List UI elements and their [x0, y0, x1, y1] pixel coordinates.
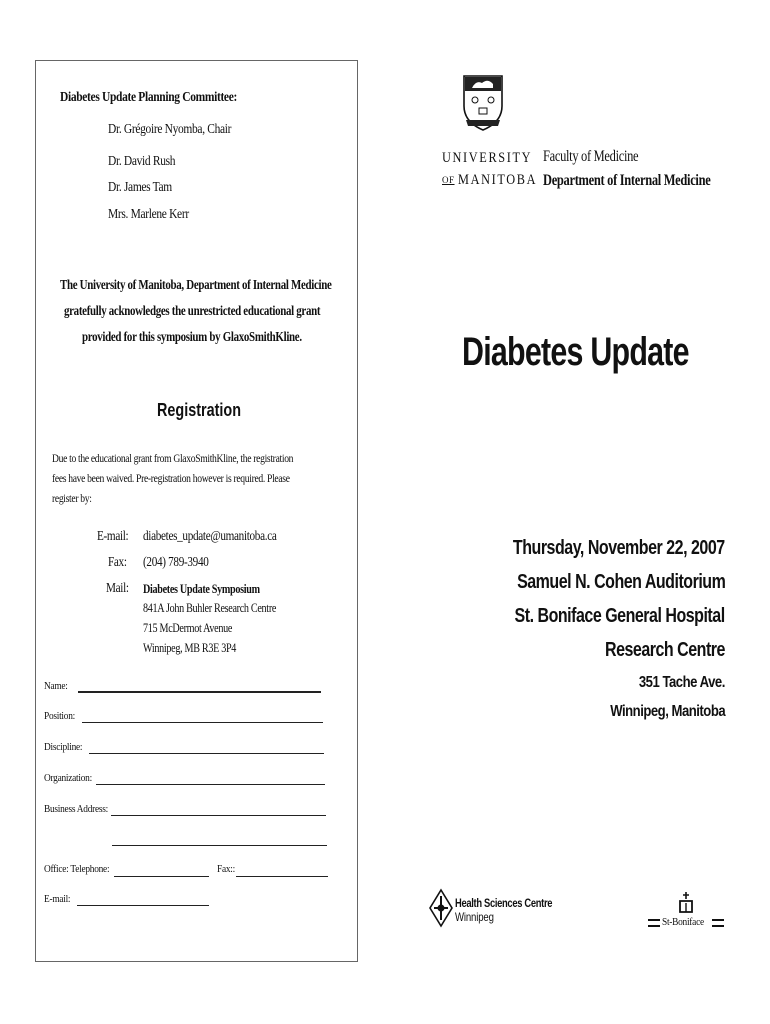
- form-fax-label: Fax::: [217, 863, 235, 875]
- committee-member: Dr. James Tam: [108, 180, 172, 195]
- university-crest-icon: [460, 72, 506, 134]
- name-label: Name:: [44, 680, 68, 692]
- position-label: Position:: [44, 710, 75, 722]
- event-date: Thursday, November 22, 2007: [513, 537, 725, 559]
- acknowledgement-line: The University of Manitoba, Department of Internal Medicine: [60, 278, 332, 293]
- fax-label: Fax:: [108, 555, 127, 570]
- university-name-prefix: OF: [442, 175, 455, 185]
- mail-line: 841A John Buhler Research Centre: [143, 600, 277, 615]
- event-building: Research Centre: [605, 639, 725, 661]
- office-telephone-label: Office: Telephone:: [44, 863, 110, 875]
- email-label: E-mail:: [97, 529, 129, 544]
- committee-member: Mrs. Marlene Kerr: [108, 207, 189, 222]
- registration-intro-line: fees have been waived. Pre-registration however is required. Please: [52, 471, 290, 485]
- registration-fax: (204) 789-3940: [143, 555, 209, 570]
- business-address-field-2[interactable]: [112, 845, 327, 846]
- hsc-city: Winnipeg: [455, 910, 494, 924]
- event-hospital: St. Boniface General Hospital: [514, 605, 725, 627]
- organization-field[interactable]: [96, 784, 325, 785]
- event-street: 351 Tache Ave.: [639, 674, 725, 691]
- name-field[interactable]: [78, 691, 321, 693]
- st-boniface-cross-icon: [678, 891, 694, 913]
- committee-heading: Diabetes Update Planning Committee:: [60, 90, 237, 105]
- discipline-label: Discipline:: [44, 741, 83, 753]
- event-title: Diabetes Update: [462, 330, 689, 374]
- form-email-label: E-mail:: [44, 893, 71, 905]
- st-boniface-name: St-Boniface: [662, 916, 704, 928]
- acknowledgement-line: gratefully acknowledges the unrestricted educational grant: [64, 304, 321, 319]
- department-name: Department of Internal Medicine: [543, 172, 711, 189]
- business-address-field[interactable]: [111, 815, 326, 816]
- mail-line: Winnipeg, MB R3E 3P4: [143, 640, 237, 655]
- university-name-line2: MANITOBA: [458, 172, 538, 188]
- mail-label: Mail:: [106, 581, 129, 596]
- position-field[interactable]: [82, 722, 323, 723]
- committee-member: Dr. Grégoire Nyomba, Chair: [108, 122, 232, 137]
- health-sciences-centre-icon: [428, 888, 454, 928]
- registration-panel: [35, 60, 358, 962]
- form-fax-field[interactable]: [236, 876, 328, 877]
- hsc-name: Health Sciences Centre: [455, 896, 553, 910]
- mail-line: 715 McDermot Avenue: [143, 620, 233, 635]
- office-telephone-field[interactable]: [114, 876, 209, 877]
- organization-label: Organization:: [44, 772, 92, 784]
- st-boniface-left-mark-icon: [648, 919, 660, 927]
- registration-email[interactable]: diabetes_update@umanitoba.ca: [143, 529, 277, 544]
- event-city: Winnipeg, Manitoba: [610, 703, 725, 720]
- acknowledgement-line: provided for this symposium by GlaxoSmithKline.: [82, 330, 302, 345]
- mail-line: Diabetes Update Symposium: [143, 581, 260, 596]
- event-venue: Samuel N. Cohen Auditorium: [516, 571, 725, 593]
- faculty-name: Faculty of Medicine: [543, 148, 639, 165]
- registration-intro-line: register by:: [52, 491, 92, 505]
- university-name-line1: UNIVERSITY: [442, 150, 533, 166]
- form-email-field[interactable]: [77, 905, 209, 906]
- registration-intro-line: Due to the educational grant from GlaxoSmithKline, the registration: [52, 451, 294, 465]
- committee-member: Dr. David Rush: [108, 154, 176, 169]
- st-boniface-right-mark-icon: [712, 919, 724, 927]
- discipline-field[interactable]: [89, 753, 324, 754]
- business-address-label: Business Address:: [44, 803, 108, 815]
- registration-heading: Registration: [157, 400, 242, 420]
